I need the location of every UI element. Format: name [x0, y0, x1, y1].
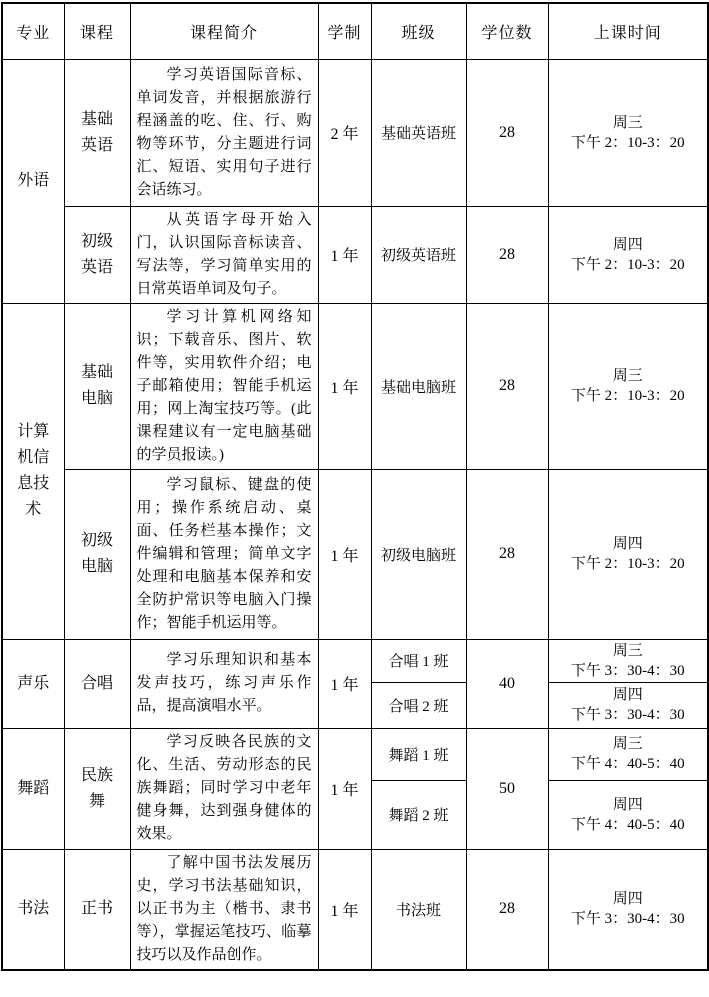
class-day: 周四: [612, 796, 643, 813]
duration-cell: 1 年: [318, 639, 371, 728]
class-name-cell: 舞蹈 1 班: [371, 728, 466, 780]
class-day: 周四: [612, 236, 643, 253]
class-hours: 下午 4：40-5：40: [570, 756, 685, 772]
major-cell: 声乐: [2, 639, 64, 728]
class-hours: 下午 3：30-4：30: [570, 707, 685, 723]
class-hours: 下午 2：10-3：20: [570, 388, 685, 404]
class-day: 周三: [612, 368, 643, 384]
duration-cell: 2 年: [318, 59, 371, 206]
table-row: [2, 303, 708, 469]
major-cell: 舞蹈: [2, 728, 64, 849]
class-name-cell: 舞蹈 2 班: [371, 780, 466, 849]
course-intro-cell: 学习计算机网络知识；下载音乐、图片、软件等，实用软件介绍；电子邮箱使用；智能手机运用；网上淘宝技巧等。(此课程建议有一定电脑基础的学员报读。): [130, 303, 318, 469]
class-hours: 下午 2：10-3：20: [570, 134, 685, 151]
class-day: 周四: [612, 891, 643, 907]
col-header-seats: 学位数: [466, 3, 548, 59]
class-hours: 下午 3：30-4：30: [570, 662, 685, 679]
class-time-cell: [548, 639, 708, 682]
seat-count-cell: 28: [466, 849, 548, 970]
course-intro-cell: 学习反映各民族的文化、生活、劳动形态的民族舞蹈；同时学习中老年健身舞，达到强身健体的效果。: [130, 728, 318, 849]
table-row: [2, 728, 708, 780]
col-header-intro: 课程简介: [130, 3, 318, 59]
course-intro-cell: 学习鼠标、键盘的使用；操作系统启动、桌面、任务栏基本操作；文件编辑和管理；简单文字处理和电脑基本保养和安全防护常识等电脑入门操作；智能手机运用等。: [130, 469, 318, 639]
class-time-cell: [548, 469, 708, 639]
course-name-cell: 初级电脑: [64, 469, 130, 639]
course-name-cell: 正书: [64, 849, 130, 970]
class-hours: 下午 2：10-3：20: [570, 556, 685, 572]
col-header-class: 班级: [371, 3, 466, 59]
seat-count-cell: 40: [466, 639, 548, 728]
class-name-cell: 合唱 2 班: [371, 682, 466, 728]
table-row: [2, 469, 708, 639]
table-row: [2, 849, 708, 970]
seat-count-cell: 28: [466, 303, 548, 469]
class-name-cell: 初级电脑班: [371, 469, 466, 639]
duration-cell: 1 年: [318, 303, 371, 469]
col-header-course: 课程: [64, 3, 130, 59]
table-row: [2, 639, 708, 682]
major-cell: 外语: [2, 59, 64, 303]
course-intro-cell: 学习英语国际音标、单词发音，并根据旅游行程涵盖的吃、住、行、购物等环节，分主题进行词汇、短语、实用句子进行会话练习。: [130, 59, 318, 206]
course-name-cell: 初级英语: [64, 206, 130, 303]
class-name-cell: 初级英语班: [371, 206, 466, 303]
course-schedule-table: [1, 2, 709, 971]
duration-cell: 1 年: [318, 728, 371, 849]
duration-cell: 1 年: [318, 206, 371, 303]
col-header-major: 专业: [2, 3, 64, 59]
class-day: 周四: [612, 687, 643, 703]
table-row: [2, 59, 708, 206]
class-name-cell: 基础电脑班: [371, 303, 466, 469]
class-time-cell: [548, 206, 708, 303]
class-time-cell: [548, 728, 708, 780]
seat-count-cell: 50: [466, 728, 548, 849]
course-name-cell: 基础英语: [64, 59, 130, 206]
major-cell: 书法: [2, 849, 64, 970]
course-intro-cell: 了解中国书法发展历史，学习书法基础知识，以正书为主（楷书、隶书等），掌握运笔技巧、临摹技巧以及作品创作。: [130, 849, 318, 970]
class-hours: 下午 2：10-3：20: [570, 256, 685, 273]
class-name-cell: 书法班: [371, 849, 466, 970]
class-time-cell: [548, 303, 708, 469]
seat-count-cell: 28: [466, 59, 548, 206]
course-name-cell: 基础电脑: [64, 303, 130, 469]
class-hours: 下午 4：40-5：40: [570, 816, 685, 833]
class-day: 周三: [612, 736, 643, 752]
major-cell: 计算机信息技术: [2, 303, 64, 639]
course-intro-cell: 从英语字母开始入门，认识国际音标读音、写法等，学习简单实用的日常英语单词及句子。: [130, 206, 318, 303]
col-header-time: 上课时间: [548, 3, 708, 59]
class-day: 周三: [612, 114, 643, 131]
class-name-cell: 基础英语班: [371, 59, 466, 206]
class-day: 周三: [612, 642, 643, 659]
class-name-cell: 合唱 1 班: [371, 639, 466, 682]
seat-count-cell: 28: [466, 469, 548, 639]
class-time-cell: [548, 780, 708, 849]
class-day: 周四: [612, 536, 643, 552]
course-name-cell: 合唱: [64, 639, 130, 728]
table-row: [2, 206, 708, 303]
header-row: [2, 3, 708, 59]
course-intro-cell: 学习乐理知识和基本发声技巧，练习声乐作品，提高演唱水平。: [130, 639, 318, 728]
class-hours: 下午 3：30-4：30: [570, 911, 685, 927]
seat-count-cell: 28: [466, 206, 548, 303]
course-name-cell: 民族舞: [64, 728, 130, 849]
col-header-duration: 学制: [318, 3, 371, 59]
class-time-cell: [548, 59, 708, 206]
duration-cell: 1 年: [318, 849, 371, 970]
duration-cell: 1 年: [318, 469, 371, 639]
class-time-cell: [548, 682, 708, 728]
class-time-cell: [548, 849, 708, 970]
